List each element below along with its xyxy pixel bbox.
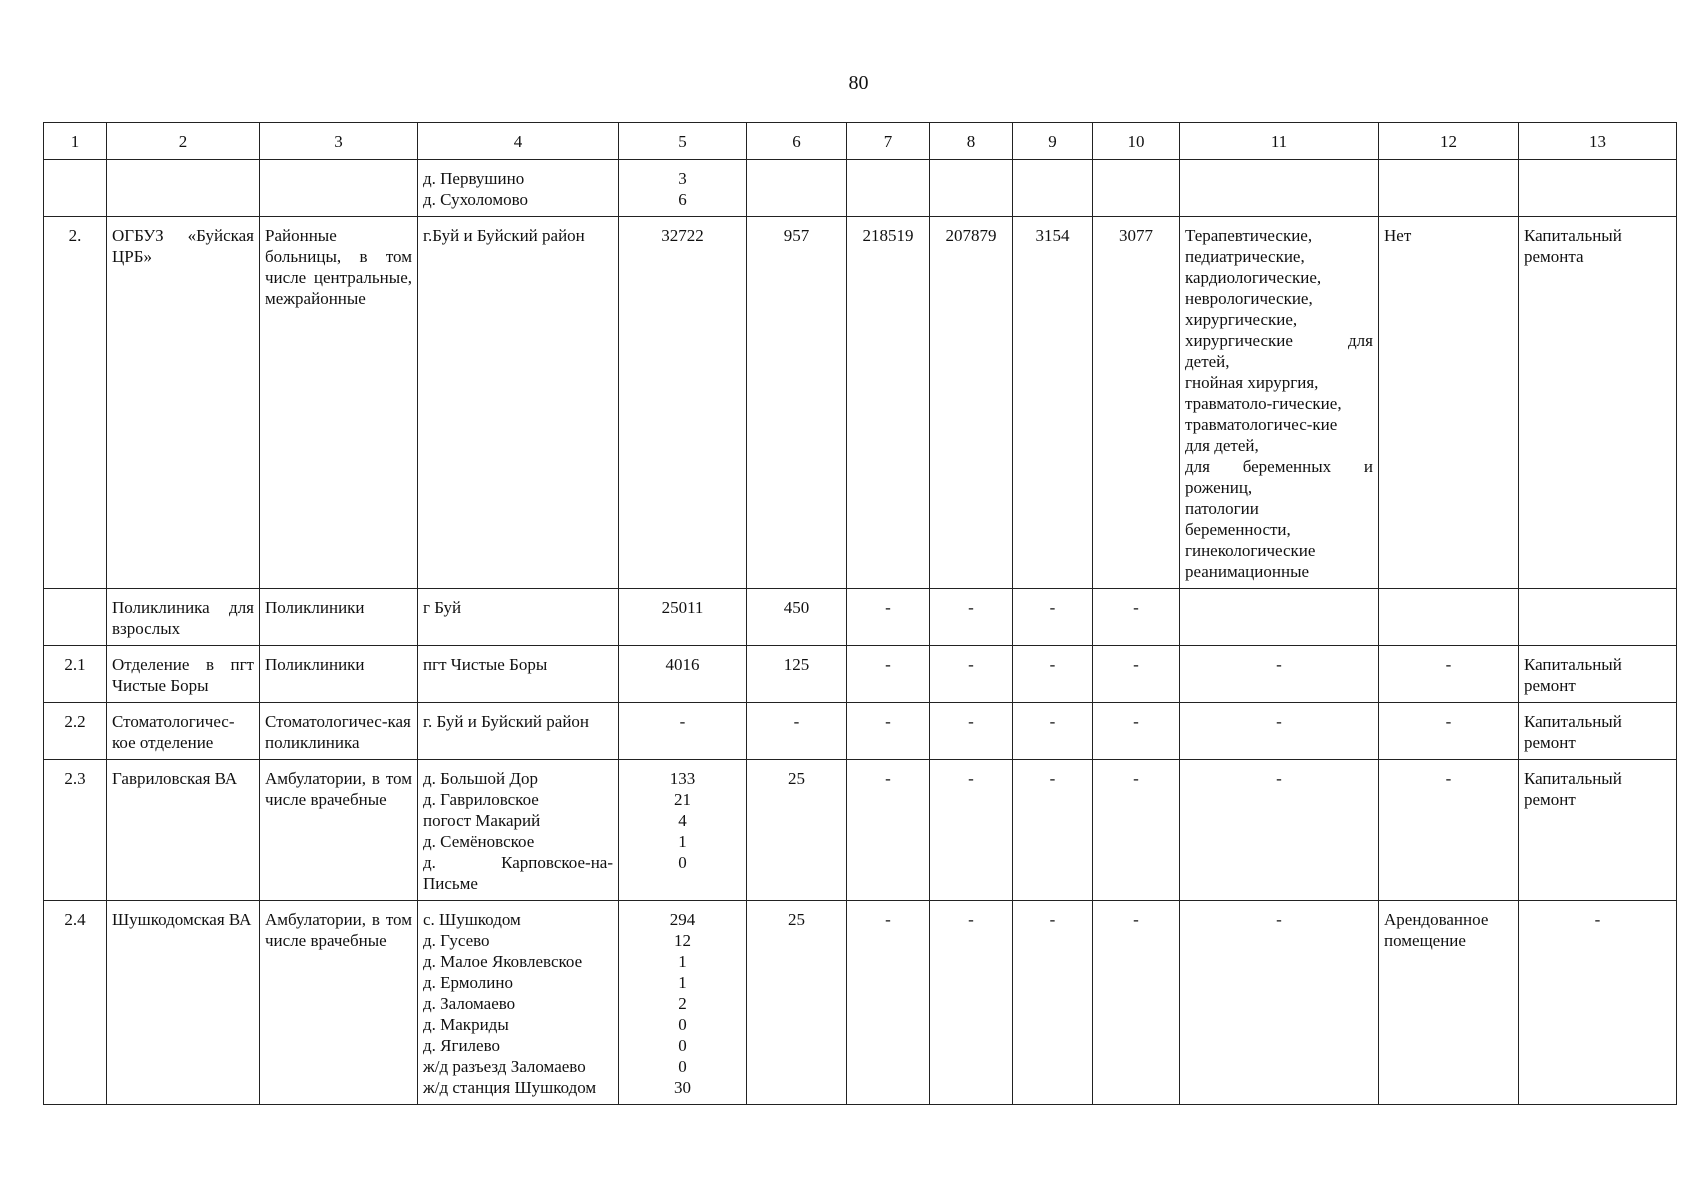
settlement: г. Буй и Буйский район	[423, 712, 590, 731]
settlements	[418, 760, 619, 901]
col-9: -	[1013, 703, 1093, 760]
col-9: -	[1013, 901, 1093, 1105]
population	[619, 646, 747, 703]
col-6: 957	[747, 217, 847, 589]
col-10: 3077	[1093, 217, 1180, 589]
department: -	[1276, 910, 1282, 929]
department: кардиологические,	[1185, 268, 1322, 287]
department: педиатрические,	[1185, 247, 1305, 266]
department: для детей,	[1185, 436, 1259, 455]
col-8	[930, 160, 1013, 217]
col-6: 25	[747, 901, 847, 1105]
facility-type: Районные больницы, в том числе центральные, межрайонные	[260, 217, 418, 589]
col-10: -	[1093, 901, 1180, 1105]
settlement: д. Первушино	[423, 169, 525, 188]
premises: -	[1379, 646, 1519, 703]
col-9: 3154	[1013, 217, 1093, 589]
department: реанимационные	[1185, 562, 1310, 581]
department: травматологичес-кие	[1185, 415, 1338, 434]
settlements	[418, 901, 619, 1105]
col-8: -	[930, 901, 1013, 1105]
settlements	[418, 217, 619, 589]
facility-type: Поликлиники	[260, 646, 418, 703]
row-number: 2.3	[44, 760, 107, 901]
department: неврологические,	[1185, 289, 1313, 308]
population-value: 0	[678, 853, 687, 872]
population-value: 294	[669, 910, 696, 929]
premises	[1379, 589, 1519, 646]
population	[619, 589, 747, 646]
department: рожениц,	[1185, 478, 1253, 497]
col-9: -	[1013, 646, 1093, 703]
settlements	[418, 160, 619, 217]
table-row	[44, 589, 1677, 646]
settlement: пгт Чистые Боры	[423, 655, 548, 674]
population-value: 1	[678, 952, 687, 971]
settlement: г.Буй и Буйский район	[423, 226, 585, 245]
settlement: д. Ягилево	[423, 1036, 500, 1055]
table-row	[44, 217, 1677, 589]
facility-type	[260, 160, 418, 217]
settlement: д. Ермолино	[423, 973, 513, 992]
facility-name: Гавриловская ВА	[107, 760, 260, 901]
settlement: ж/д станция Шушкодом	[423, 1078, 597, 1097]
facility-name: Стоматологичес-кое отделение	[107, 703, 260, 760]
settlement: д. Макриды	[423, 1015, 509, 1034]
col-10: -	[1093, 589, 1180, 646]
column-number: 13	[1519, 123, 1677, 160]
col-9	[1013, 160, 1093, 217]
settlements	[418, 589, 619, 646]
column-number: 11	[1180, 123, 1379, 160]
row-number	[44, 160, 107, 217]
column-number: 1	[44, 123, 107, 160]
settlement: д. Семёновское	[423, 832, 535, 851]
column-number: 6	[747, 123, 847, 160]
population-value: 32722	[661, 226, 704, 245]
settlement: погост Макарий	[423, 811, 541, 830]
department: -	[1276, 769, 1282, 788]
department: гинекологические	[1185, 541, 1316, 560]
col-10: -	[1093, 703, 1180, 760]
column-number: 2	[107, 123, 260, 160]
department: хирургические для	[1185, 331, 1373, 350]
table-row	[44, 646, 1677, 703]
settlement: Письме	[423, 874, 478, 893]
facility-name: ОГБУЗ «Буйская ЦРБ»	[107, 217, 260, 589]
col-7: -	[847, 760, 930, 901]
population	[619, 217, 747, 589]
col-8: -	[930, 589, 1013, 646]
column-number: 7	[847, 123, 930, 160]
department: травматоло-гические,	[1185, 394, 1342, 413]
repair-status: Капитальный ремонт	[1519, 703, 1677, 760]
department: детей,	[1185, 352, 1230, 371]
departments	[1180, 589, 1379, 646]
population-value: 3	[678, 169, 687, 188]
row-number: 2.2	[44, 703, 107, 760]
column-number: 9	[1013, 123, 1093, 160]
department: -	[1276, 712, 1282, 731]
departments	[1180, 703, 1379, 760]
population-value: 4	[678, 811, 687, 830]
departments	[1180, 160, 1379, 217]
settlement: д. Сухоломово	[423, 190, 529, 209]
population	[619, 760, 747, 901]
repair-status: Капитальный ремонта	[1519, 217, 1677, 589]
repair-status: Капитальный ремонт	[1519, 646, 1677, 703]
col-7: -	[847, 646, 930, 703]
population-value: 1	[678, 832, 687, 851]
data-table	[43, 122, 1677, 1105]
settlement: д. Гавриловское	[423, 790, 539, 809]
row-number	[44, 589, 107, 646]
population-value: 0	[678, 1015, 687, 1034]
table-row	[44, 760, 1677, 901]
settlements	[418, 646, 619, 703]
column-number: 3	[260, 123, 418, 160]
department: патологии	[1185, 499, 1259, 518]
repair-status: -	[1519, 901, 1677, 1105]
population-value: 6	[678, 190, 687, 209]
col-6: 25	[747, 760, 847, 901]
col-6: 125	[747, 646, 847, 703]
settlement: с. Шушкодом	[423, 910, 521, 929]
col-7: 218519	[847, 217, 930, 589]
population-value: 12	[674, 931, 691, 950]
facility-name: Поликлиника для взрослых	[107, 589, 260, 646]
departments	[1180, 217, 1379, 589]
facility-type: Стоматологичес-кая поликлиника	[260, 703, 418, 760]
facility-type: Амбулатории, в том числе врачебные	[260, 760, 418, 901]
settlement: д. Гусево	[423, 931, 490, 950]
population-value: 0	[678, 1036, 687, 1055]
departments	[1180, 760, 1379, 901]
col-8: 207879	[930, 217, 1013, 589]
column-number: 10	[1093, 123, 1180, 160]
population	[619, 901, 747, 1105]
premises: Нет	[1379, 217, 1519, 589]
column-number: 8	[930, 123, 1013, 160]
premises	[1379, 160, 1519, 217]
settlement: д. Малое Яковлевское	[423, 952, 583, 971]
facility-name	[107, 160, 260, 217]
repair-status	[1519, 589, 1677, 646]
table-row	[44, 160, 1677, 217]
row-number: 2.	[44, 217, 107, 589]
department: беременности,	[1185, 520, 1291, 539]
col-8: -	[930, 703, 1013, 760]
facility-type: Поликлиники	[260, 589, 418, 646]
col-10: -	[1093, 760, 1180, 901]
repair-status	[1519, 160, 1677, 217]
population-value: -	[679, 712, 686, 731]
col-9: -	[1013, 760, 1093, 901]
population-value: 21	[674, 790, 691, 809]
col-8: -	[930, 646, 1013, 703]
settlement: г Буй	[423, 598, 462, 617]
table-row	[44, 703, 1677, 760]
population	[619, 703, 747, 760]
column-number: 12	[1379, 123, 1519, 160]
department: для беременных и	[1185, 457, 1373, 476]
settlement: д. Карповское-на-	[423, 853, 613, 872]
population-value: 133	[669, 769, 696, 788]
row-number: 2.1	[44, 646, 107, 703]
facility-name: Отделение в пгт Чистые Боры	[107, 646, 260, 703]
population-value: 25011	[661, 598, 704, 617]
column-number-row	[44, 123, 1677, 160]
population	[619, 160, 747, 217]
department: -	[1276, 655, 1282, 674]
settlement: ж/д разъезд Заломаево	[423, 1057, 586, 1076]
col-7: -	[847, 703, 930, 760]
column-number: 4	[418, 123, 619, 160]
table-row	[44, 901, 1677, 1105]
repair-status: Капитальный ремонт	[1519, 760, 1677, 901]
facility-name: Шушкодомская ВА	[107, 901, 260, 1105]
column-number: 5	[619, 123, 747, 160]
col-7	[847, 160, 930, 217]
premises: Арендованное помещение	[1379, 901, 1519, 1105]
premises: -	[1379, 703, 1519, 760]
col-8: -	[930, 760, 1013, 901]
col-6	[747, 160, 847, 217]
population-value: 0	[678, 1057, 687, 1076]
page-number: 80	[848, 72, 869, 94]
population-value: 30	[674, 1078, 691, 1097]
col-9: -	[1013, 589, 1093, 646]
facility-type: Амбулатории, в том числе врачебные	[260, 901, 418, 1105]
population-value: 2	[678, 994, 687, 1013]
departments	[1180, 901, 1379, 1105]
department: Терапевтические,	[1185, 226, 1313, 245]
premises: -	[1379, 760, 1519, 901]
department: хирургические,	[1185, 310, 1298, 329]
settlement: д. Большой Дор	[423, 769, 538, 788]
departments	[1180, 646, 1379, 703]
col-10	[1093, 160, 1180, 217]
population-value: 1	[678, 973, 687, 992]
department: гнойная хирургия,	[1185, 373, 1319, 392]
population-value: 4016	[665, 655, 700, 674]
col-7: -	[847, 589, 930, 646]
col-7: -	[847, 901, 930, 1105]
col-6: -	[747, 703, 847, 760]
settlements	[418, 703, 619, 760]
col-6: 450	[747, 589, 847, 646]
settlement: д. Заломаево	[423, 994, 516, 1013]
row-number: 2.4	[44, 901, 107, 1105]
col-10: -	[1093, 646, 1180, 703]
